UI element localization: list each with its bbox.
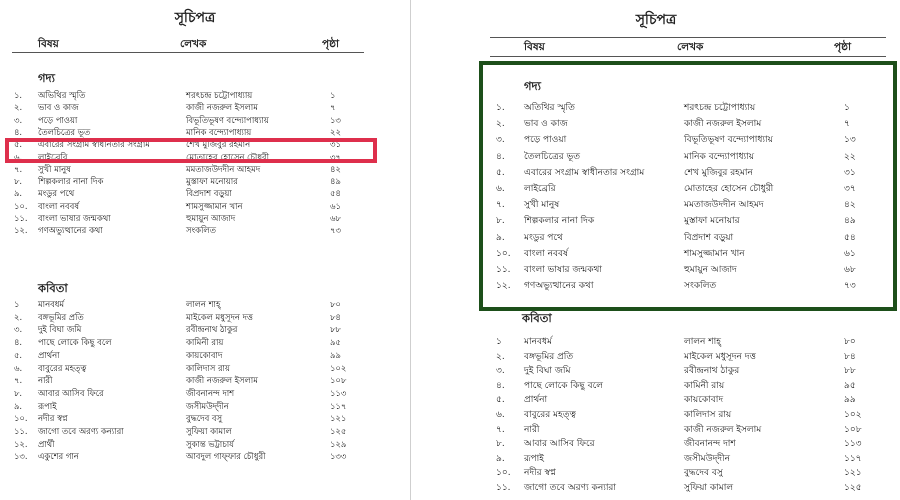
entry-author: জীবনানন্দ দাশ <box>684 439 736 450</box>
entry-page: ১৩ <box>844 135 856 146</box>
entry-author: শেখ মুজিবুর রহমান <box>186 139 251 150</box>
entry-author: মমতাজউদদীন আহমদ <box>186 163 261 174</box>
entry-number: ৩. <box>14 324 23 335</box>
entry-number: ১১. <box>14 426 28 436</box>
section-heading-poetry: কবিতা <box>38 281 68 295</box>
entry-number: ১১. <box>496 483 511 493</box>
entry-page: ১২১ <box>844 468 862 479</box>
entry-subject: বাবুরের মহত্ত্ব <box>38 362 87 373</box>
entry-author: হুমায়ুন আজাদ <box>684 265 737 275</box>
entry-page: ৮৮ <box>844 366 856 377</box>
entry-author: আবদুল গাফ্‌ফার চৌধুরী <box>186 451 266 462</box>
entry-author: বুদ্ধদেব বসু <box>186 413 223 424</box>
entry-subject: শিল্পকলার নানা দিক <box>524 216 595 227</box>
entry-page: ১০২ <box>330 362 347 373</box>
entry-number: ৮. <box>496 216 505 227</box>
entry-author: সংকলিত <box>684 281 717 292</box>
entry-number: ১ <box>14 299 20 309</box>
entry-subject: আবার আসিব ফিরে <box>38 387 104 398</box>
entry-subject: রূপাই <box>38 400 57 411</box>
entry-number: ৩. <box>14 114 23 125</box>
entry-page: ১২১ <box>330 413 347 424</box>
entry-subject: লাইব্রেরি <box>524 184 556 194</box>
entry-author: মানিক বন্দ্যোপাধ্যায় <box>186 126 252 137</box>
entry-subject: জাগো তবে অরণ্য কন্যারা <box>524 483 616 493</box>
entry-page: ৯৫ <box>844 380 856 391</box>
entry-page: ১৩ <box>330 114 341 125</box>
entry-number: ৪. <box>496 380 505 391</box>
entry-author: জসীমউদ্‌দীন <box>186 400 229 411</box>
entry-page: ৮৪ <box>330 311 341 322</box>
entry-page: ১১৩ <box>330 387 347 398</box>
entry-subject: প্রার্থী <box>38 438 55 449</box>
entry-page: ৮০ <box>330 299 341 309</box>
entry-number: ৭. <box>496 424 505 435</box>
entry-author: বিপ্রদাশ বড়ুয়া <box>186 188 232 199</box>
entry-number: ১১. <box>14 213 28 223</box>
entry-subject: মংডুর পথে <box>38 188 75 199</box>
entry-number: ৯. <box>14 188 23 199</box>
entry-subject: পড়ে পাওয়া <box>524 135 567 146</box>
entry-author: মাইকেল মধুসূদন দত্ত <box>684 351 756 362</box>
entry-page: ১১৭ <box>844 453 862 464</box>
entry-number: ২. <box>496 351 505 362</box>
entry-author: রবীন্দ্রনাথ ঠাকুর <box>684 366 740 377</box>
entry-number: ১. <box>496 103 505 113</box>
entry-page: ৫৪ <box>844 232 856 243</box>
entry-author: সুফিয়া কামাল <box>186 426 232 436</box>
entry-number: ১২. <box>14 438 28 449</box>
entry-author: কাজী নজরুল ইসলাম <box>684 424 762 435</box>
entry-number: ১০. <box>14 200 28 211</box>
entry-page: ২২ <box>330 126 341 137</box>
entry-page: ৩১ <box>330 139 341 150</box>
entry-number: ১২. <box>14 225 28 236</box>
entry-subject: বাংলা নববর্ষ <box>38 200 79 211</box>
entry-subject: মংডুর পথে <box>524 232 563 243</box>
entry-subject: দুই বিঘা জমি <box>524 366 571 377</box>
entry-number: ১০. <box>14 413 28 424</box>
entry-subject: মানবধর্ম <box>524 337 553 347</box>
entry-author: কালিদাস রায় <box>684 410 732 420</box>
entry-subject: নারী <box>38 375 53 386</box>
entry-page: ৫৪ <box>330 188 341 199</box>
entry-subject: নদীর স্বপ্ন <box>524 468 556 479</box>
entry-subject: লাইব্রেরি <box>38 151 68 162</box>
entry-page: ১০৮ <box>844 424 862 435</box>
entry-subject: নারী <box>524 424 540 435</box>
entry-author: জসীমউদ্‌দীন <box>684 453 730 464</box>
entry-number: ১০. <box>496 248 511 259</box>
entry-number: ৫. <box>14 349 23 360</box>
entry-page: ৩৭ <box>330 151 341 162</box>
entry-number: ৬. <box>496 184 505 194</box>
header-author: লেখক <box>180 38 207 50</box>
entry-number: ৭. <box>496 200 505 211</box>
entry-author: কাজী নজরুল ইসলাম <box>186 102 258 113</box>
green-highlight-box <box>479 61 897 311</box>
entry-subject: পাছে লোকে কিছু বলে <box>38 337 112 348</box>
entry-author: শামসুজ্জামান খান <box>684 248 745 259</box>
entry-number: ৫. <box>14 139 23 150</box>
entry-page: ৮০ <box>844 337 856 347</box>
entry-subject: সুখী মানুষ <box>38 163 71 174</box>
entry-number: ১. <box>14 90 23 100</box>
entry-page: ৬৮ <box>844 265 856 275</box>
entry-author: বিপ্রদাশ বড়ুয়া <box>684 232 734 243</box>
entry-subject: বঙ্গভূমির প্রতি <box>38 311 84 322</box>
entry-page: ৭৩ <box>330 225 341 236</box>
entry-subject: দুই বিঘা জমি <box>38 324 82 335</box>
entry-subject: মানবধর্ম <box>38 299 65 309</box>
entry-number: ৬. <box>14 151 23 162</box>
entry-page: ৭৩ <box>844 281 856 292</box>
entry-number: ৮. <box>14 176 23 187</box>
entry-page: ৬১ <box>844 248 856 259</box>
entry-author: কামিনী রায় <box>684 380 725 391</box>
left-toc-page <box>0 0 410 500</box>
entry-number: ৯. <box>496 232 505 243</box>
entry-page: ৪৯ <box>844 216 856 227</box>
entry-subject: বাংলা ভাষার জন্মকথা <box>38 213 111 223</box>
entry-page: ৯৯ <box>330 349 341 360</box>
entry-author: কায়কোবাদ <box>684 395 724 406</box>
entry-author: বিভূতিভূষণ বন্দ্যোপাধ্যায় <box>684 135 773 146</box>
entry-page: ১ <box>844 103 850 113</box>
entry-number: ২. <box>496 119 505 130</box>
entry-author: লালন শাহ্ <box>684 337 721 347</box>
entry-author: বুদ্ধদেব বসু <box>684 468 723 479</box>
entry-author: মোতাহের হোসেন চৌধুরী <box>186 151 270 162</box>
entry-author: লালন শাহ্ <box>186 299 221 309</box>
entry-author: কায়কোবাদ <box>186 349 223 360</box>
entry-subject: অভিথির স্মৃতি <box>38 90 86 100</box>
entry-author: শেখ মুজিবুর রহমান <box>684 167 753 178</box>
header-rule <box>12 52 364 53</box>
entry-subject: গণঅভ্যুত্থানের কথা <box>524 281 594 292</box>
entry-subject: তৈলচিত্রের ভূত <box>524 151 581 162</box>
entry-subject: প্রার্থনা <box>524 395 548 406</box>
entry-author: জীবনানন্দ দাশ <box>186 387 235 398</box>
entry-subject: বাংলা ভাষার জন্মকথা <box>524 265 602 275</box>
entry-author: সুফিয়া কামাল <box>684 483 734 493</box>
entry-number: ১১. <box>496 265 511 275</box>
page-divider <box>410 0 411 500</box>
entry-page: ৩১ <box>844 167 856 178</box>
section-heading-prose: গদ্য <box>38 71 55 85</box>
entry-number: ৬. <box>496 410 505 420</box>
entry-number: ১ <box>496 337 502 347</box>
entry-author: মোতাহের হোসেন চৌধুরী <box>684 184 774 194</box>
entry-subject: নদীর স্বপ্ন <box>38 413 68 424</box>
entry-page: ১০৮ <box>330 375 347 386</box>
section-heading-prose: গদ্য <box>524 79 541 93</box>
entry-author: কাজী নজরুল ইসলাম <box>186 375 258 386</box>
entry-subject: সুখী মানুষ <box>524 200 560 211</box>
entry-subject: এবারের সংগ্রাম স্বাধীনতার সংগ্রাম <box>524 167 645 178</box>
entry-subject: জাগো তবে অরণ্য কন্যারা <box>38 426 124 436</box>
entry-page: ৬১ <box>330 200 341 211</box>
entry-number: ৩. <box>496 366 505 377</box>
entry-author: শামসুজ্জামান খান <box>186 200 243 211</box>
entry-number: ৪. <box>496 151 505 162</box>
entry-page: ১২৫ <box>844 483 862 493</box>
entry-page: ৮৮ <box>330 324 341 335</box>
entry-subject: পাছে লোকে কিছু বলে <box>524 380 603 391</box>
entry-page: ৬৮ <box>330 213 341 223</box>
entry-page: ১১৭ <box>330 400 347 411</box>
page-title: সূচিপত্র <box>635 12 677 28</box>
entry-author: কাজী নজরুল ইসলাম <box>684 119 762 130</box>
entry-number: ৯. <box>496 453 505 464</box>
entry-author: মুস্তাফা মনোয়ার <box>684 216 740 227</box>
entry-subject: ভাব ও কাজ <box>38 102 79 113</box>
entry-subject: অতিথির স্মৃতি <box>524 103 575 113</box>
entry-subject: একুশের গান <box>38 451 79 462</box>
header-author: লেখক <box>677 41 704 53</box>
entry-subject: তৈলচিত্রের ভূত <box>38 126 91 137</box>
entry-page: ৪২ <box>330 163 341 174</box>
entry-author: বিভূতিভূষণ বন্দ্যোপাধ্যায় <box>186 114 269 125</box>
entry-page: ৯৫ <box>330 337 341 348</box>
header-subject: বিষয় <box>524 41 545 53</box>
entry-number: ৫. <box>496 395 505 406</box>
entry-number: ১০. <box>496 468 511 479</box>
entry-number: ৪. <box>14 337 23 348</box>
entry-subject: আবার আসিব ফিরে <box>524 439 595 450</box>
entry-subject: ভাব ও কাজ <box>524 119 568 130</box>
entry-page: ১২৯ <box>330 438 347 449</box>
entry-number: ৭. <box>14 163 23 174</box>
entry-page: ২২ <box>844 151 856 162</box>
entry-subject: গণঅভ্যুত্থানের কথা <box>38 225 103 236</box>
header-rule-bottom <box>490 56 886 57</box>
entry-number: ৪. <box>14 126 23 137</box>
entry-author: মমতাজউদদীন আহমদ <box>684 200 764 211</box>
entry-page: ৩৭ <box>844 184 856 194</box>
entry-author: কালিদাস রায় <box>186 362 230 373</box>
entry-author: মাইকেল মধুসূদন দত্ত <box>186 311 253 322</box>
entry-number: ১৩. <box>14 451 28 462</box>
header-page: পৃষ্ঠা <box>322 38 340 50</box>
entry-author: কামিনী রায় <box>186 337 224 348</box>
right-toc-page <box>412 0 900 500</box>
entry-subject: প্রার্থনা <box>38 349 60 360</box>
entry-author: মুস্তাফা মনোয়ার <box>186 176 238 187</box>
page-title: সূচিপত্র <box>174 10 216 26</box>
entry-author: হুমায়ুন আজাদ <box>186 213 236 223</box>
entry-author: সুকান্ত ভট্টাচার্য <box>186 438 234 449</box>
entry-subject: রূপাই <box>524 453 544 464</box>
entry-number: ১২. <box>496 281 511 292</box>
entry-subject: বঙ্গভূমির প্রতি <box>524 351 574 362</box>
entry-page: ৪৯ <box>330 176 341 187</box>
entry-author: শরৎচন্দ্র চট্টোপাধ্যায় <box>186 90 253 100</box>
entry-author: রবীন্দ্রনাথ ঠাকুর <box>186 324 238 335</box>
entry-page: ৪২ <box>844 200 856 211</box>
entry-page: ৭ <box>844 119 850 130</box>
entry-page: ১২৫ <box>330 426 347 436</box>
entry-author: শরৎচন্দ্র চট্টোপাধ্যায় <box>684 103 756 113</box>
entry-author: মানিক বন্দ্যোপাধ্যায় <box>684 151 755 162</box>
entry-number: ২. <box>14 311 23 322</box>
entry-page: ৭ <box>330 102 336 113</box>
header-page: পৃষ্ঠা <box>834 41 852 53</box>
entry-page: ৮৪ <box>844 351 856 362</box>
entry-number: ৮. <box>496 439 505 450</box>
entry-subject: শিল্পকলার নানা দিক <box>38 176 104 187</box>
entry-subject: বাংলা নববর্ষ <box>524 248 569 259</box>
entry-number: ৭. <box>14 375 23 386</box>
entry-subject: বাবুরের মহত্ত্ব <box>524 410 576 420</box>
entry-page: ৯৯ <box>844 395 856 406</box>
entry-subject: পড়ে পাওয়া <box>38 114 78 125</box>
entry-number: ৬. <box>14 362 23 373</box>
entry-page: ১ <box>330 90 336 100</box>
entry-number: ৫. <box>496 167 505 178</box>
entry-number: ৮. <box>14 387 23 398</box>
header-rule-top <box>490 37 886 38</box>
section-heading-poetry: কবিতা <box>522 311 552 325</box>
entry-number: ৯. <box>14 400 23 411</box>
entry-author: সংকলিত <box>186 225 216 236</box>
red-highlight-box <box>5 138 377 163</box>
entry-number: ২. <box>14 102 23 113</box>
entry-subject: এবারের সংগ্রাম স্বাধীনতার সংগ্রাম <box>38 139 150 150</box>
entry-number: ৩. <box>496 135 505 146</box>
entry-page: ১১৩ <box>844 439 862 450</box>
entry-page: ১০২ <box>844 410 862 420</box>
header-subject: বিষয় <box>38 38 59 50</box>
entry-page: ১৩৩ <box>330 451 347 462</box>
